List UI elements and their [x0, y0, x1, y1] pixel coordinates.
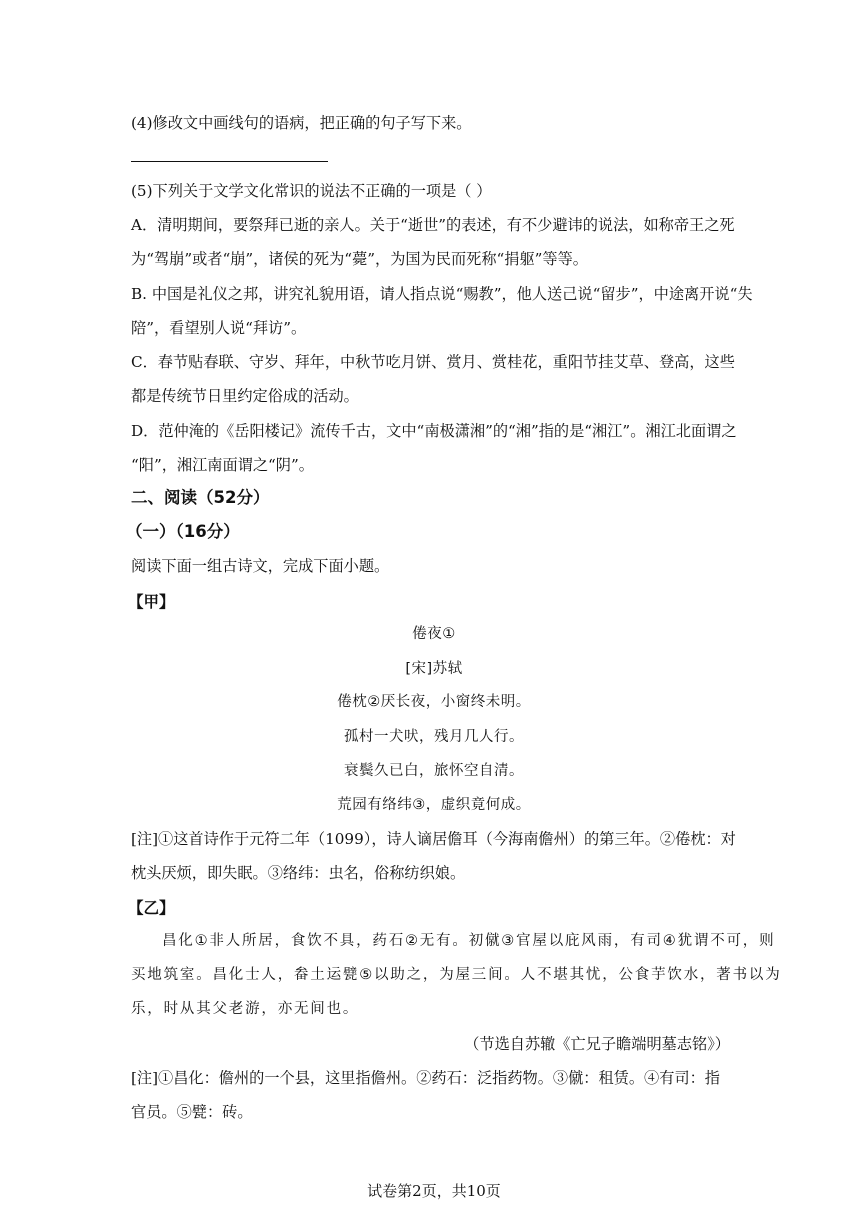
question-4: (4)修改文中画线句的语病，把正确的句子写下来。 — [131, 114, 472, 132]
jia-note-line1: [注]①这首诗作于元符二年（1099），诗人谪居儋耳（今海南儋州）的第三年。②倦枕：对 — [131, 830, 736, 848]
poem-line-4: 荒园有络纬③，虚织竟何成。 — [337, 797, 531, 813]
option-d-line2: “阳”，湘江南面谓之“阴”。 — [131, 456, 314, 474]
yi-text-line3: 乐，时从其父老游，亦无间也。 — [131, 1001, 360, 1017]
option-d-line1: D．范仲淹的《岳阳楼记》流传千古，文中“南极潇湘”的“湘”指的是“湘江”。湘江北面谓之 — [131, 422, 737, 440]
part-heading: （一）（16分） — [126, 522, 240, 541]
option-c-line2: 都是传统节日里约定俗成的活动。 — [131, 387, 359, 405]
question-5-stem: (5)下列关于文学文化常识的说法不正确的一项是（ ） — [131, 182, 492, 200]
jia-label: 【甲】 — [128, 593, 175, 611]
poem-author: [宋]苏轼 — [405, 661, 463, 677]
yi-text-line1: 昌化①非人所居，食饮不具，药石②无有。初僦③官屋以庇风雨，有司④犹谓不可，则 — [162, 933, 776, 949]
option-b-line2: 陪”，看望别人说“拜访”。 — [131, 319, 307, 337]
yi-source: （节选自苏辙《亡兄子瞻端明墓志铭》） — [464, 1035, 730, 1053]
poem-title: 倦夜① — [412, 626, 456, 642]
yi-note-line1: [注]①昌化：儋州的一个县，这里指儋州。②药石：泛指药物。③僦：租赁。④有司：指 — [131, 1069, 720, 1087]
poem-line-1: 倦枕②厌长夜，小窗终未明。 — [337, 694, 531, 710]
page-footer: 试卷第2页，共10页 — [367, 1182, 501, 1200]
yi-text-line2: 买地筑室。昌化士人，畚土运甓⑤以助之，为屋三间。人不堪其忧，公食芋饮水，著书以为 — [131, 967, 782, 983]
yi-note-line2: 官员。⑤甓：砖。 — [131, 1103, 253, 1121]
poem-line-3: 衰鬓久已白，旅怀空自清。 — [344, 763, 524, 779]
poem-line-2: 孤村一犬吠，残月几人行。 — [344, 729, 524, 745]
answer-line — [131, 161, 328, 162]
jia-note-line2: 枕头厌烦，即失眠。③络纬：虫名，俗称纺织娘。 — [131, 864, 466, 882]
option-a-line1: A．清明期间，要祭拜已逝的亲人。关于“逝世”的表述，有不少避讳的说法，如称帝王之死 — [131, 216, 735, 234]
yi-label: 【乙】 — [128, 899, 175, 917]
option-c-line1: C．春节贴春联、守岁、拜年，中秋节吃月饼、赏月、赏桂花，重阳节挂艾草、登高，这些 — [131, 353, 735, 371]
option-b-line1: B. 中国是礼仪之邦，讲究礼貌用语，请人指点说“赐教”，他人送己说“留步”，中途离开说“失 — [131, 285, 753, 303]
section-heading: 二、阅读（52分） — [131, 488, 270, 507]
option-a-line2: 为“驾崩”或者“崩”，诸侯的死为“薨”，为国为民而死称“捐躯”等等。 — [131, 250, 588, 268]
instruction: 阅读下面一组古诗文，完成下面小题。 — [131, 557, 390, 575]
